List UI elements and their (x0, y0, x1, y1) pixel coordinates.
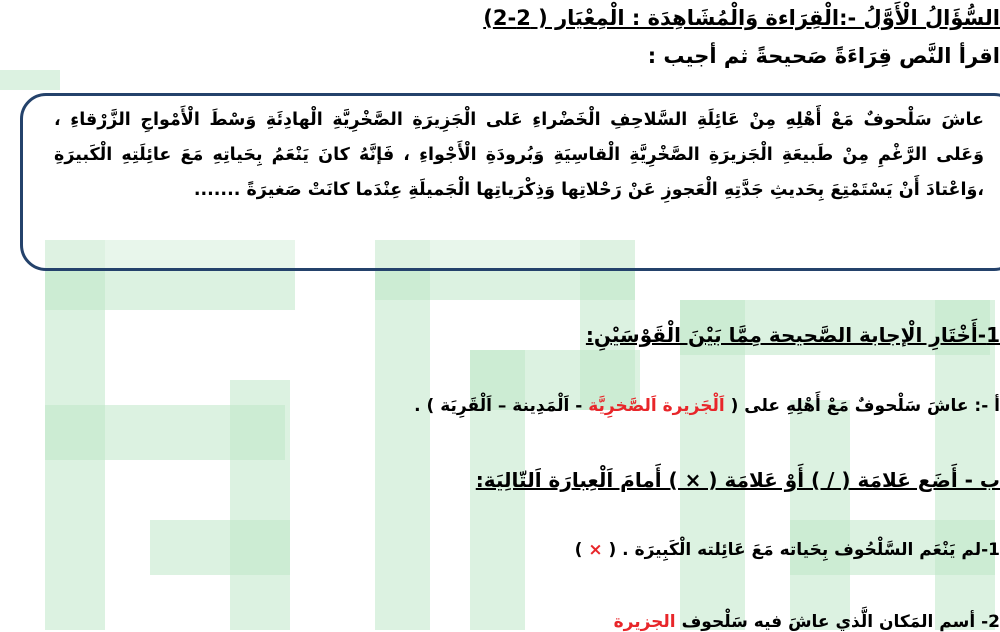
answer-bracket-close: ) (574, 540, 583, 560)
passage-text: عاشَ سَلْحوفٌ مَعْ أَهْلِهِ مِنْ عَائِلَةِ السَّلاحِفِ الْخَضْراءِ عَلى الْجَزِيرَةِ الصَّخْرِيَّةِ الْهادِئَةِ وَسْطَ الْأَمْواجِ الزَّرْقاءِ ، وَعَلى الرَّغْمِ مِنْ طَبيعَةِ الْجَزيرَةِ الصَّخْرِيَّةِ الْقاسِيَةِ وَبُرودَةِ الْأَجْواءِ ، فَإنَّهُ كانَ يَنْعَمُ بِحَياتِهِ مَعَ عائِلَتِهِ الْكَبيرَةِ ،وَاعْتادَ أَنْ يَسْتَمْتِعَ بِحَديثِ جَدَّتِهِ الْعَجوزِ عَنْ رَحْلاتِها وَذِكْرَياتِها الْجَميلَةِ عِنْدَما كانَتْ صَغيرَةً ....... (54, 110, 984, 200)
open-paren: ( (724, 396, 739, 416)
section1-title: 1-أَخْتَارِ الْإجابة الصَّحيحة مِمَّا بَيْنَ الْقَوْسَيْنِ: (585, 323, 1000, 347)
statement-text: 1-لم يَنْعَم السَّلْحُوف بِحَياته مَعَ عَائِلته الْكَبِيرَة (634, 540, 1000, 560)
other-options: - اَلْمَدِينة – اَلْقَرِيَة (440, 396, 583, 416)
section2-item (575, 540, 1000, 560)
instruction-text: اقرأ النَّص قِرَاءَةً صَحيحةً ثم أجيب : (647, 44, 1000, 68)
section3-item-partial (614, 612, 1000, 632)
answer-mark: × (588, 540, 603, 560)
item-suffix: ) . (414, 396, 435, 416)
section2-title: ب - أَضَع عَلامَة ( / ) أَوْ عَلامَة ( × ) أَمامَ اَلْعِبارَة اَلتّالِيَة: (475, 468, 1000, 492)
item-prefix: أ -: عاشَ سَلْحوفٌ مَعْ أَهْلِهِ على (744, 396, 1000, 416)
question-title: السُّؤَالُ الْأَوَّلُ -:الْقِرَاءة وَالْمُشَاهِدَة : الْمِعْيَار ( 2-2) (483, 6, 1000, 30)
partial-answer: الجزيرة (613, 612, 676, 632)
correct-option: اَلْجَزيرة اَلصَّخرِيَّة (588, 396, 725, 416)
section1-item (414, 396, 1000, 416)
partial-text: 2- أسم المَكان الَّذي عاشَ فيه سَلْحوف (681, 612, 1000, 632)
answer-bracket: . ( (602, 540, 629, 560)
